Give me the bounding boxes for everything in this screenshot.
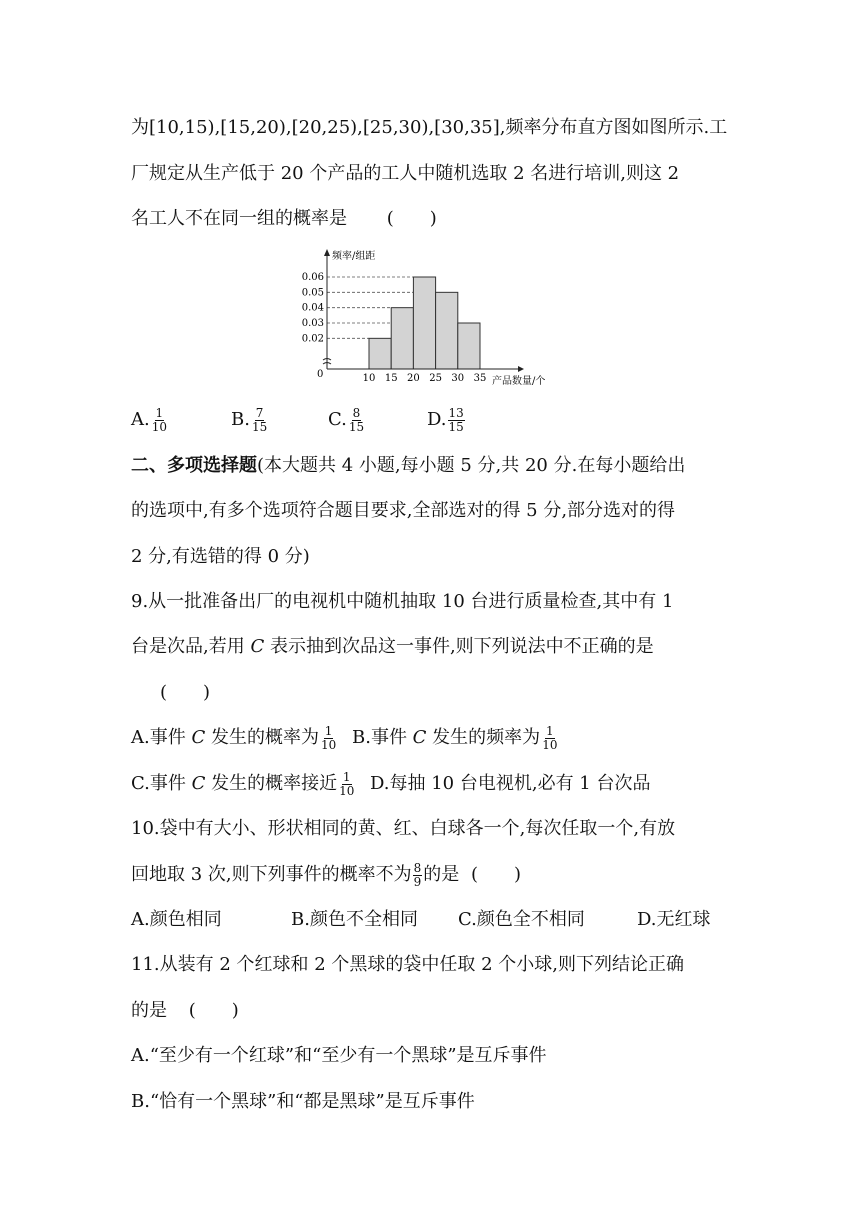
q11-line-2: 的是 ( ) [131, 997, 239, 1025]
q10-answer-paren: ( ) [471, 864, 522, 885]
y-tick-label: 0.06 [301, 272, 324, 283]
histogram-bar [436, 292, 458, 369]
frequency-histogram [296, 242, 566, 390]
section2-line-3: 2 分,有选错的得 0 分) [131, 546, 310, 567]
section2-heading: 二、多项选择题 [131, 455, 257, 476]
x-tick-label: 35 [473, 373, 487, 384]
q9-option-c[interactable]: C.事件 C 发生的概率接近 $\frac{1}{10}$ [131, 769, 355, 798]
histogram-bar [458, 323, 480, 369]
q9-line-2: 台是次品,若用 C 表示抽到次品这一事件,则下列说法中不正确的是 [131, 636, 654, 657]
q8-option-c[interactable]: C. $\frac{8}{15}$ [328, 405, 365, 434]
x-tick-label: 20 [407, 373, 420, 384]
y-axis-label: 频率/组距 [332, 251, 376, 262]
x-axis-label: 产品数量/个 [492, 376, 546, 387]
x-axis-arrow [518, 366, 524, 372]
y-tick-label: 0.05 [301, 287, 324, 299]
origin-label: 0 [317, 369, 324, 380]
q9-option-b[interactable]: B.事件 C 发生的频率为 $\frac{1}{10}$ [352, 723, 558, 752]
q8-option-d[interactable]: D. $\frac{13}{15}$ [427, 405, 464, 434]
y-tick-label: 0.03 [301, 318, 324, 329]
q10-option-a[interactable]: A.颜色相同 [131, 909, 222, 930]
x-tick-label: 10 [362, 373, 376, 384]
answer-paren: ( ) [386, 208, 437, 229]
q8-option-b[interactable]: B. $\frac{7}{15}$ [231, 405, 268, 434]
q10-option-d[interactable]: D.无红球 [637, 909, 711, 930]
y-axis-arrow [324, 249, 330, 256]
q8-line-2: 厂规定从生产低于 20 个产品的工人中随机选取 2 名进行培训,则这 2 [131, 163, 680, 184]
y-tick-label: 0.02 [301, 333, 324, 345]
x-tick-label: 25 [429, 373, 442, 384]
q11-answer-paren: ( ) [188, 1000, 239, 1021]
q10-line-2: 回地取 3 次,则下列事件的概率不为 $\frac{8}{9}$ 的是 ( ) [131, 860, 522, 889]
q11-line-1: 11.从装有 2 个红球和 2 个黑球的袋中任取 2 个小球,则下列结论正确 [131, 954, 685, 975]
histogram-bar [413, 277, 435, 369]
section2-line-1: 二、多项选择题(本大题共 4 小题,每小题 5 分,共 20 分.在每小题给出 [131, 455, 686, 476]
q10-line-1: 10.袋中有大小、形状相同的黄、红、白球各一个,每次任取一个,有放 [131, 818, 676, 839]
q9-line-1: 9.从一批准备出厂的电视机中随机抽取 10 台进行质量检查,其中有 1 [131, 591, 674, 612]
q10-option-c[interactable]: C.颜色全不相同 [458, 909, 585, 930]
x-tick-label: 30 [451, 373, 465, 384]
q8-stem-end: 名工人不在同一组的概率是 [131, 208, 347, 229]
q9-option-a[interactable]: A.事件 C 发生的概率为 $\frac{1}{10}$ [131, 723, 337, 752]
q8-option-a[interactable]: A. $\frac{1}{10}$ [131, 405, 168, 434]
q8-line-1: 为[10,15),[15,20),[20,25),[25,30),[30,35],频率分布直方图如图所示.工 [131, 117, 728, 138]
q11-option-b[interactable]: B.“恰有一个黑球”和“都是黑球”是互斥事件 [131, 1091, 475, 1112]
histogram-bar [369, 338, 391, 369]
y-tick-label: 0.04 [301, 302, 324, 314]
section2-line-2: 的选项中,有多个选项符合题目要求,全部选对的得 5 分,部分选对的得 [131, 500, 676, 521]
q11-option-a[interactable]: A.“至少有一个红球”和“至少有一个黑球”是互斥事件 [131, 1045, 547, 1066]
q9-option-d[interactable]: D.每抽 10 台电视机,必有 1 台次品 [370, 773, 651, 794]
q10-option-b[interactable]: B.颜色不全相同 [291, 909, 418, 930]
x-tick-label: 15 [384, 373, 398, 384]
histogram-bar [391, 308, 413, 369]
q9-answer-paren: ( ) [160, 682, 211, 703]
q8-line-3 [131, 205, 437, 233]
